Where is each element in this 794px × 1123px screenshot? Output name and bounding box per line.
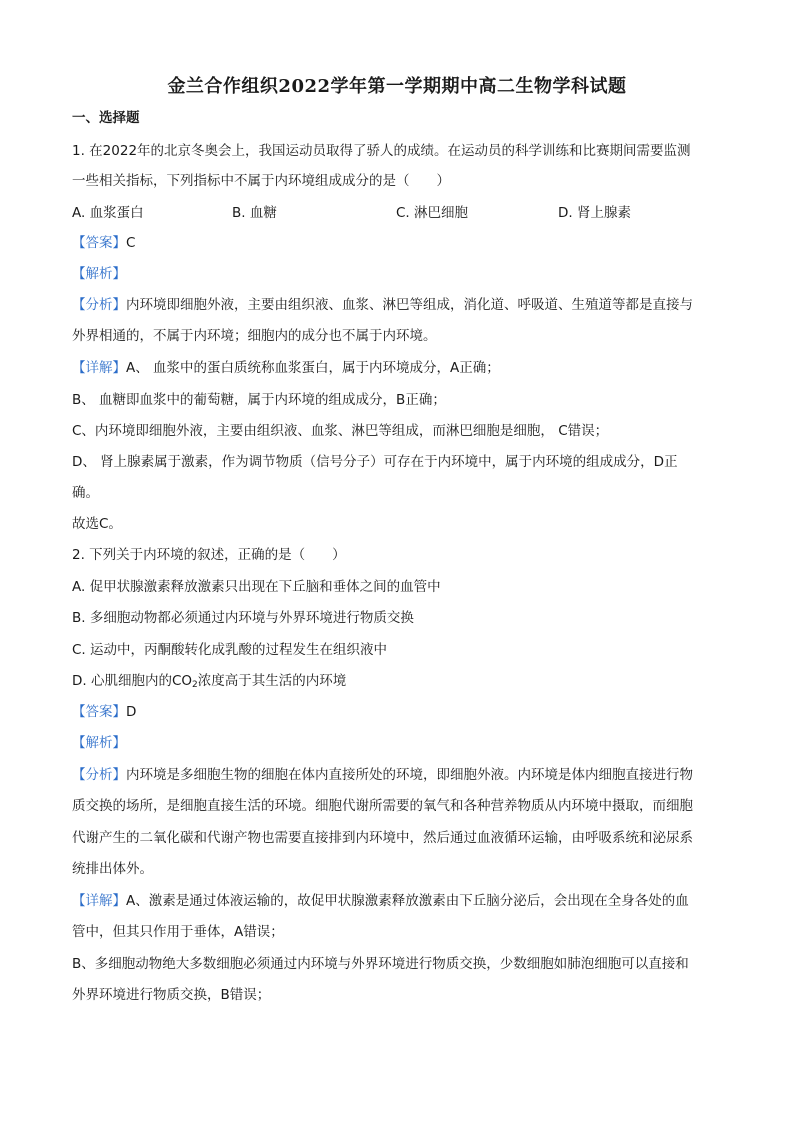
q1-option-d: D. 肾上腺素	[558, 205, 631, 221]
q2-jiexi-tag: 【解析】	[72, 735, 126, 751]
q2-analysis-line2: 质交换的场所，是细胞直接生活的环境。细胞代谢所需要的氧气和各种营养物质从内环境中摄取，而细胞	[72, 798, 693, 814]
option-d-suffix: 浓度高于其生活的内环境	[197, 673, 347, 689]
q1-analysis-line2: 外界相通的，不属于内环境；细胞内的成分也不属于内环境。	[72, 328, 437, 344]
detail-tag: 【详解】	[72, 360, 126, 376]
q1-detail-b: B、 血糖即血浆中的葡萄糖，属于内环境的组成成分，B正确；	[72, 392, 446, 408]
answer-value: C	[126, 235, 136, 251]
q1-conclusion: 故选C。	[72, 516, 122, 532]
detail-tag: 【详解】	[72, 893, 126, 909]
exam-title: 金兰合作组织2022学年第一学期期中高二生物学科试题	[167, 76, 627, 97]
detail-text: A、 血浆中的蛋白质统称血浆蛋白，属于内环境成分，A正确；	[126, 360, 500, 376]
q1-answer	[72, 233, 135, 253]
analysis-tag: 【分析】	[72, 767, 126, 783]
q1-option-c: C. 淋巴细胞	[396, 205, 469, 221]
q2-option-d	[72, 671, 346, 695]
q2-stem: 2. 下列关于内环境的叙述，正确的是（ ）	[72, 547, 346, 563]
q1-detail-a	[72, 358, 500, 378]
q2-detail-b2: 外界环境进行物质交换，B错误；	[72, 987, 271, 1003]
analysis-text: 内环境即细胞外液，主要由组织液、血浆、淋巴等组成，消化道、呼吸道、生殖道等都是直接与	[126, 297, 693, 313]
q1-jiexi-tag: 【解析】	[72, 266, 126, 282]
analysis-text: 内环境是多细胞生物的细胞在体内直接所处的环境，即细胞外液。内环境是体内细胞直接进行物	[126, 767, 693, 783]
q1-detail-d1: D、 肾上腺素属于激素，作为调节物质（信号分子）可存在于内环境中，属于内环境的组成成分，D正	[72, 454, 678, 470]
q1-stem-line1: 1. 在2022年的北京冬奥会上，我国运动员取得了骄人的成绩。在运动员的科学训练和比赛期间需要监测	[72, 143, 691, 159]
q1-option-a: A. 血浆蛋白	[72, 205, 144, 221]
q2-analysis-line3: 代谢产生的二氧化碳和代谢产物也需要直接排到内环境中，然后通过血液循环运输，由呼吸系统和泌尿系	[72, 830, 693, 846]
q2-option-c: C. 运动中，丙酮酸转化成乳酸的过程发生在组织液中	[72, 642, 388, 658]
q2-analysis-line1	[72, 765, 693, 785]
answer-value: D	[126, 704, 137, 720]
q1-detail-d2: 确。	[72, 485, 99, 501]
detail-text: A、激素是通过体液运输的，故促甲状腺激素释放激素由下丘脑分泌后，会出现在全身各处的血	[126, 893, 689, 909]
q2-answer	[72, 702, 136, 722]
q1-stem-line2: 一些相关指标，下列指标中不属于内环境组成成分的是（ ）	[72, 173, 450, 189]
q2-option-b: B. 多细胞动物都必须通过内环境与外界环境进行物质交换	[72, 610, 414, 626]
answer-tag: 【答案】	[72, 704, 126, 720]
answer-tag: 【答案】	[72, 235, 126, 251]
section-heading-choice: 一、选择题	[72, 110, 140, 126]
q1-analysis-line1	[72, 295, 693, 315]
q2-analysis-line4: 统排出体外。	[72, 861, 153, 877]
analysis-tag: 【分析】	[72, 297, 126, 313]
q2-detail-b1: B、多细胞动物绝大多数细胞必须通过内环境与外界环境进行物质交换，少数细胞如肺泡细胞可以直接和	[72, 956, 689, 972]
option-d-prefix: D. 心肌细胞内的CO	[72, 673, 193, 689]
q1-option-b: B. 血糖	[232, 205, 277, 221]
q2-detail-a2: 管中，但其只作用于垂体，A错误；	[72, 924, 284, 940]
q2-option-a: A. 促甲状腺激素释放激素只出现在下丘脑和垂体之间的血管中	[72, 579, 441, 595]
q1-detail-c: C、内环境即细胞外液，主要由组织液、血浆、淋巴等组成，而淋巴细胞是细胞， C错误；	[72, 423, 609, 439]
co2-subscript: 2	[192, 680, 198, 690]
q2-detail-a1	[72, 891, 689, 911]
